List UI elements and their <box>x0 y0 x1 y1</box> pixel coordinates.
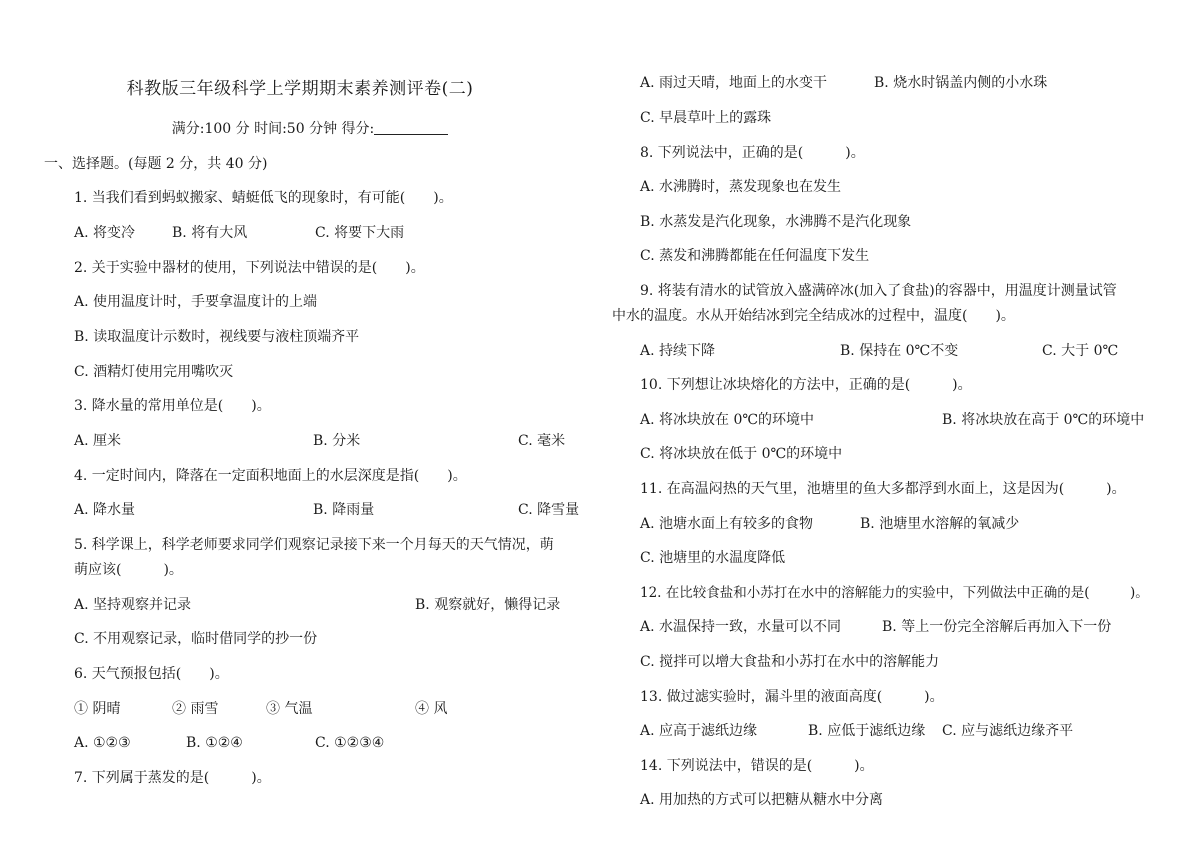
q8-stem: 8. 下列说法中，正确的是( )。 <box>640 145 865 161</box>
q2-stem: 2. 关于实验中器材的使用，下列说法中错误的是( )。 <box>74 260 425 276</box>
full-score: 满分:100 分 <box>171 121 250 137</box>
q8-option-b[interactable]: B. 水蒸发是汽化现象，水沸腾不是汽化现象 <box>640 214 912 230</box>
q8-option-a[interactable]: A. 水沸腾时，蒸发现象也在发生 <box>640 179 842 195</box>
q5-stem-line2: 萌应该( )。 <box>74 562 183 578</box>
q4-stem: 4. 一定时间内，降落在一定面积地面上的水层深度是指( )。 <box>74 468 467 484</box>
q13-stem: 13. 做过滤实验时，漏斗里的液面高度( )。 <box>640 689 944 705</box>
q14-stem: 14. 下列说法中，错误的是( )。 <box>640 758 874 774</box>
q6-item-1: ① 阴晴 <box>74 701 121 717</box>
q6-option-a[interactable]: A. ①②③ <box>74 735 131 751</box>
q7-stem: 7. 下列属于蒸发的是( )。 <box>74 770 271 786</box>
q12-stem: 12. 在比较食盐和小苏打在水中的溶解能力的实验中，下列做法中正确的是( )。 <box>640 585 1149 601</box>
q11-option-b[interactable]: B. 池塘里水溶解的氧减少 <box>860 516 1020 532</box>
q6-item-2: ② 雨雪 <box>172 701 219 717</box>
q6-item-3: ③ 气温 <box>266 701 313 717</box>
q2-option-c[interactable]: C. 酒精灯使用完用嘴吹灭 <box>74 364 234 380</box>
q1-option-a[interactable]: A. 将变冷 <box>74 225 136 241</box>
q6-item-4: ④ 风 <box>415 701 448 717</box>
time-limit: 时间:50 分钟 <box>254 121 338 137</box>
q12-option-a[interactable]: A. 水温保持一致，水量可以不同 <box>640 619 842 635</box>
q12-option-b[interactable]: B. 等上一份完全溶解后再加入下一份 <box>882 619 1112 635</box>
q1-option-b[interactable]: B. 将有大风 <box>172 225 248 241</box>
q14-option-a[interactable]: A. 用加热的方式可以把糖从糖水中分离 <box>640 792 884 808</box>
q12-option-c[interactable]: C. 搅拌可以增大食盐和小苏打在水中的溶解能力 <box>640 654 940 670</box>
q1-option-c[interactable]: C. 将要下大雨 <box>315 225 405 241</box>
exam-meta <box>0 118 620 138</box>
q6-stem: 6. 天气预报包括( )。 <box>74 666 229 682</box>
q6-option-c[interactable]: C. ①②③④ <box>315 735 385 751</box>
q13-option-b[interactable]: B. 应低于滤纸边缘 <box>808 723 926 739</box>
q10-option-a[interactable]: A. 将冰块放在 0℃的环境中 <box>640 412 815 428</box>
q1-stem: 1. 当我们看到蚂蚁搬家、蜻蜓低飞的现象时，有可能( )。 <box>74 190 453 206</box>
q9-option-c[interactable]: C. 大于 0℃ <box>1042 343 1119 359</box>
q11-option-a[interactable]: A. 池塘水面上有较多的食物 <box>640 516 814 532</box>
q2-option-b[interactable]: B. 读取温度计示数时，视线要与液柱顶端齐平 <box>74 329 360 345</box>
q2-option-a[interactable]: A. 使用温度计时，手要拿温度计的上端 <box>74 294 318 310</box>
q7-option-b[interactable]: B. 烧水时锅盖内侧的小水珠 <box>874 75 1048 91</box>
q10-option-c[interactable]: C. 将冰块放在低于 0℃的环境中 <box>640 446 843 462</box>
q3-option-b[interactable]: B. 分米 <box>313 433 361 449</box>
q3-stem: 3. 降水量的常用单位是( )。 <box>74 398 271 414</box>
q3-option-a[interactable]: A. 厘米 <box>74 433 122 449</box>
q11-stem: 11. 在高温闷热的天气里，池塘里的鱼大多都浮到水面上，这是因为( )。 <box>640 481 1126 497</box>
q9-stem-line2: 中水的温度。水从开始结冰到完全结成冰的过程中，温度( )。 <box>612 308 1015 324</box>
q13-option-c[interactable]: C. 应与滤纸边缘齐平 <box>942 723 1074 739</box>
q5-option-b[interactable]: B. 观察就好，懒得记录 <box>415 597 561 613</box>
q13-option-a[interactable]: A. 应高于滤纸边缘 <box>640 723 758 739</box>
q3-option-c[interactable]: C. 毫米 <box>518 433 566 449</box>
page-title: 科教版三年级科学上学期期末素养测评卷(二) <box>126 79 474 99</box>
section-heading: 一、选择题。(每题 2 分，共 40 分) <box>44 156 268 172</box>
q11-option-c[interactable]: C. 池塘里的水温度降低 <box>640 550 786 566</box>
q10-option-b[interactable]: B. 将冰块放在高于 0℃的环境中 <box>942 412 1145 428</box>
q5-option-c[interactable]: C. 不用观察记录，临时借同学的抄一份 <box>74 631 318 647</box>
score-blank[interactable] <box>374 120 448 135</box>
q4-option-b[interactable]: B. 降雨量 <box>313 502 375 518</box>
q5-option-a[interactable]: A. 坚持观察并记录 <box>74 597 192 613</box>
q5-stem-line1: 5. 科学课上，科学老师要求同学们观察记录接下来一个月每天的天气情况，萌 <box>74 537 554 553</box>
q10-stem: 10. 下列想让冰块熔化的方法中，正确的是( )。 <box>640 377 972 393</box>
score-label: 得分: <box>341 121 375 137</box>
q7-option-a[interactable]: A. 雨过天晴，地面上的水变干 <box>640 75 828 91</box>
q7-option-c[interactable]: C. 早晨草叶上的露珠 <box>640 110 772 126</box>
q9-option-b[interactable]: B. 保持在 0℃不变 <box>840 343 959 359</box>
q4-option-c[interactable]: C. 降雪量 <box>518 502 580 518</box>
q6-option-b[interactable]: B. ①②④ <box>186 735 243 751</box>
q9-stem-line1: 9. 将装有清水的试管放入盛满碎冰(加入了食盐)的容器中，用温度计测量试管 <box>640 283 1117 299</box>
q9-option-a[interactable]: A. 持续下降 <box>640 343 716 359</box>
q8-option-c[interactable]: C. 蒸发和沸腾都能在任何温度下发生 <box>640 248 870 264</box>
q4-option-a[interactable]: A. 降水量 <box>74 502 136 518</box>
